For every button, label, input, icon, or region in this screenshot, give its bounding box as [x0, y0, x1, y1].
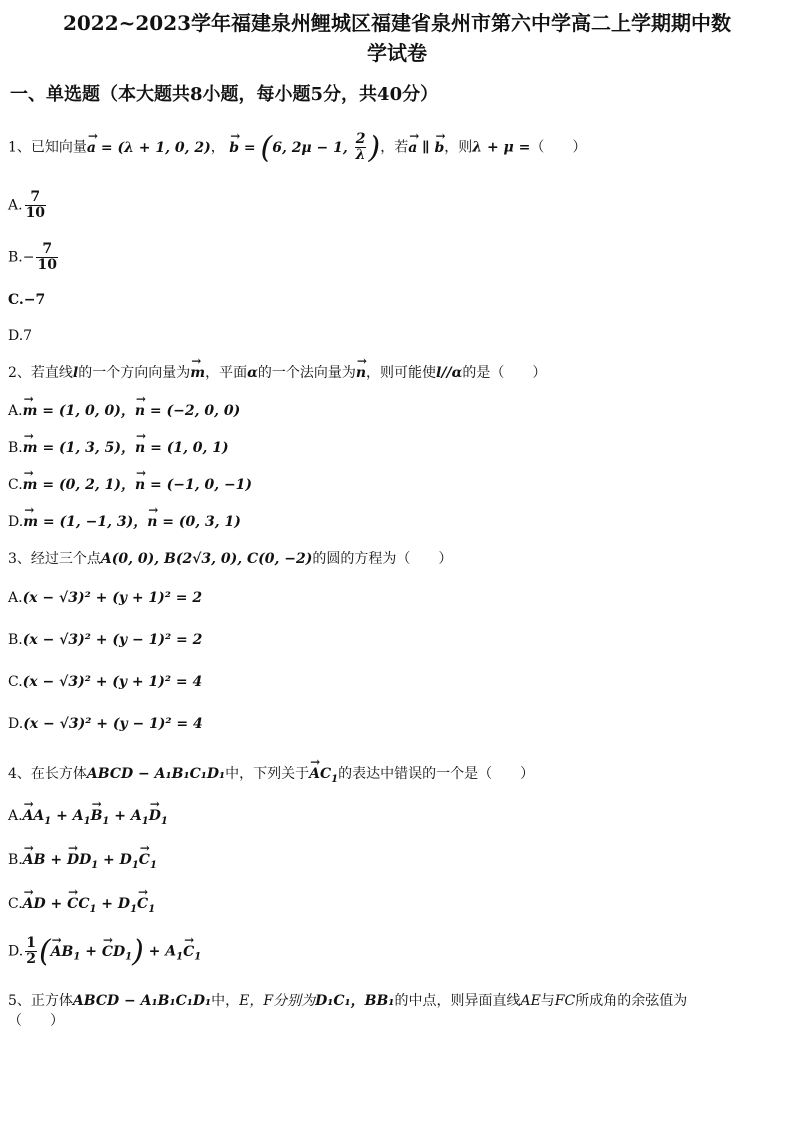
q3-option-b[interactable]: B.(x − √3)² + (y − 1)² = 2 — [8, 632, 203, 648]
q3-option-c[interactable]: C.(x − √3)² + (y + 1)² = 4 — [8, 674, 203, 690]
q1-option-c[interactable]: C.−7 — [8, 292, 46, 308]
q1-option-d[interactable]: D.7 — [8, 328, 33, 344]
q2-option-b[interactable]: B.→ m = (1, 3, 5)，→ n = (1, 0, 1) — [8, 437, 229, 457]
q4-option-b[interactable]: B.→ AB + → $DD_1 + D_1\to C_1$ — [8, 852, 157, 871]
q4-option-a[interactable]: $A.\to AA_1 + A_1\to B_1 + A_1\to D_1$ — [8, 808, 168, 827]
q1-option-a[interactable]: A. $\frac{7}{10}$ — [8, 189, 46, 221]
q2-option-d[interactable]: D.→ m = (1, −1, 3)，→ n = (0, 3, 1) — [8, 511, 241, 531]
question-1: 1、已知向量→ a = (λ + 1, 0, 2)， → b = (6, 2μ − 1, $\frac{2}{\lambda}$ )，若→ a ∥ → b，则λ + μ =（ ） — [8, 130, 586, 165]
q2-option-c[interactable]: C.→ m = (0, 2, 1)，→ n = (−1, 0, −1) — [8, 474, 252, 494]
title-line-2: 学试卷 — [367, 41, 427, 65]
page-title — [0, 8, 794, 68]
section-heading: 一、单选题（本大题共8小题，每小题5分，共40分） — [10, 84, 439, 105]
question-5: 5、正方体ABCD − A₁B₁C₁D₁中，E，F分别为D₁C₁，BB₁的中点，则异面直线AE与FC所成角的余弦值为 — [8, 993, 688, 1009]
q3-option-d[interactable]: D.(x − √3)² + (y − 1)² = 4 — [8, 716, 203, 732]
question-3: 3、经过三个点A(0, 0), B(2√3, 0), C(0, −2)的圆的方程为（ ） — [8, 551, 453, 567]
question-4: 4、在长方体ABCD − A₁B₁C₁D₁中，下列关于→ $AC_1$的表达中错误的一个是（ ） — [8, 763, 534, 785]
q4-option-d[interactable]: D. $\frac{1}{2}$ (→ $AB_1$ + → $CD_1) + A_1\to C_1$ — [8, 934, 201, 969]
q4-option-c[interactable]: C.→ AD + → $CC_1 + D_1\to C_1$ — [8, 896, 155, 915]
q1-option-b[interactable]: B.− $\frac{7}{10}$ — [8, 241, 57, 273]
question-2: 2、若直线l的一个方向向量为→ m，平面α的一个法向量为→ n，则可能使l//α的是（ ） — [8, 362, 546, 382]
q3-option-a[interactable]: A.(x − √3)² + (y + 1)² = 2 — [8, 590, 203, 606]
q2-option-a[interactable]: A.→ m = (1, 0, 0)，→ n = (−2, 0, 0) — [8, 400, 240, 420]
title-line-1: 2022~2023学年福建泉州鲤城区福建省泉州市第六中学高二上学期期中数 — [62, 11, 732, 35]
question-5-answer-blank: （ ） — [8, 1013, 64, 1029]
